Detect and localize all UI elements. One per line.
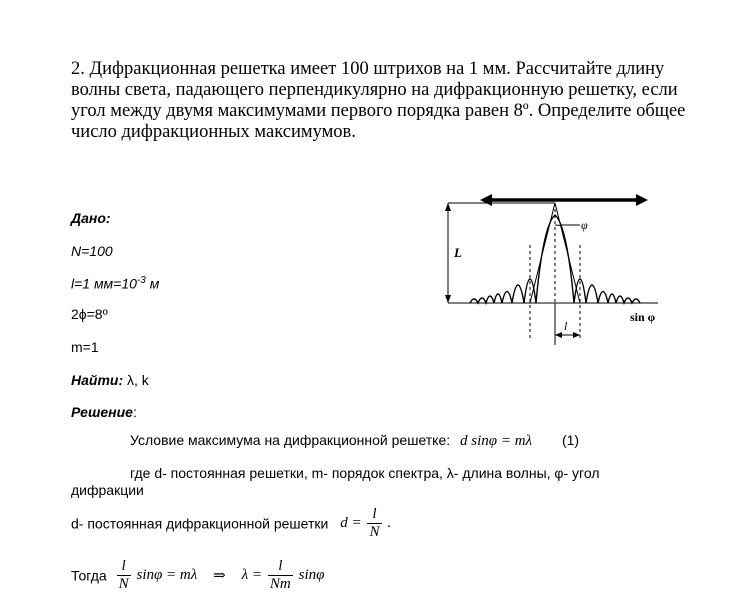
label-phi: φ	[581, 218, 588, 232]
condition-line: Условие максимума на дифракционной решетке: d sinφ = mλ (1)	[130, 432, 580, 449]
given-n: N=100	[71, 243, 113, 259]
label-L: L	[454, 245, 462, 260]
find-line: Найти: λ, k	[71, 372, 149, 388]
label-sin-phi: sin φ	[630, 310, 656, 324]
arrow-left-head	[480, 194, 492, 206]
solution-title: Решение:	[71, 404, 137, 420]
problem-statement: 2. Дифракционная решетка имеет 100 штрихов на 1 мм. Рассчитайте длину волны света, падающего перпендикулярно на дифракционную решетку, если угол между двумя максимумами первого порядка равен 8º. Определите общее число дифракционных максимумов.	[71, 59, 686, 142]
then-line: Тогда $\frac{l}{N}$ sinφ = mλ ⇒ λ = $\frac{l}{Nm}$ sinφ	[71, 558, 325, 592]
given-m: m=1	[71, 339, 99, 355]
label-l: l	[564, 319, 568, 333]
where-line-cont: дифракции	[71, 482, 144, 498]
equation-number: (1)	[561, 432, 580, 448]
d-fraction: $\frac{l}{N}$	[369, 506, 380, 540]
then-fraction: $\frac{l}{N}$	[118, 558, 129, 592]
lambda-fraction: $\frac{l}{Nm}$	[269, 558, 291, 592]
given-phi: 2ϕ=8º	[71, 306, 108, 322]
given-title: Дано:	[71, 210, 111, 226]
where-line: где d- постоянная решетки, m- порядок спектра, λ- длина волны, φ- угол	[130, 465, 600, 481]
diffraction-diagram	[430, 185, 670, 355]
given-l: l=1 $мм=10^{-3}$ м	[71, 275, 160, 292]
condition-formula: d sinφ = mλ	[460, 433, 533, 449]
arrow-right-head	[636, 194, 648, 206]
constant-line: d- постоянная дифракционной решетки d = $\frac{l}{N}$ .	[71, 506, 392, 540]
